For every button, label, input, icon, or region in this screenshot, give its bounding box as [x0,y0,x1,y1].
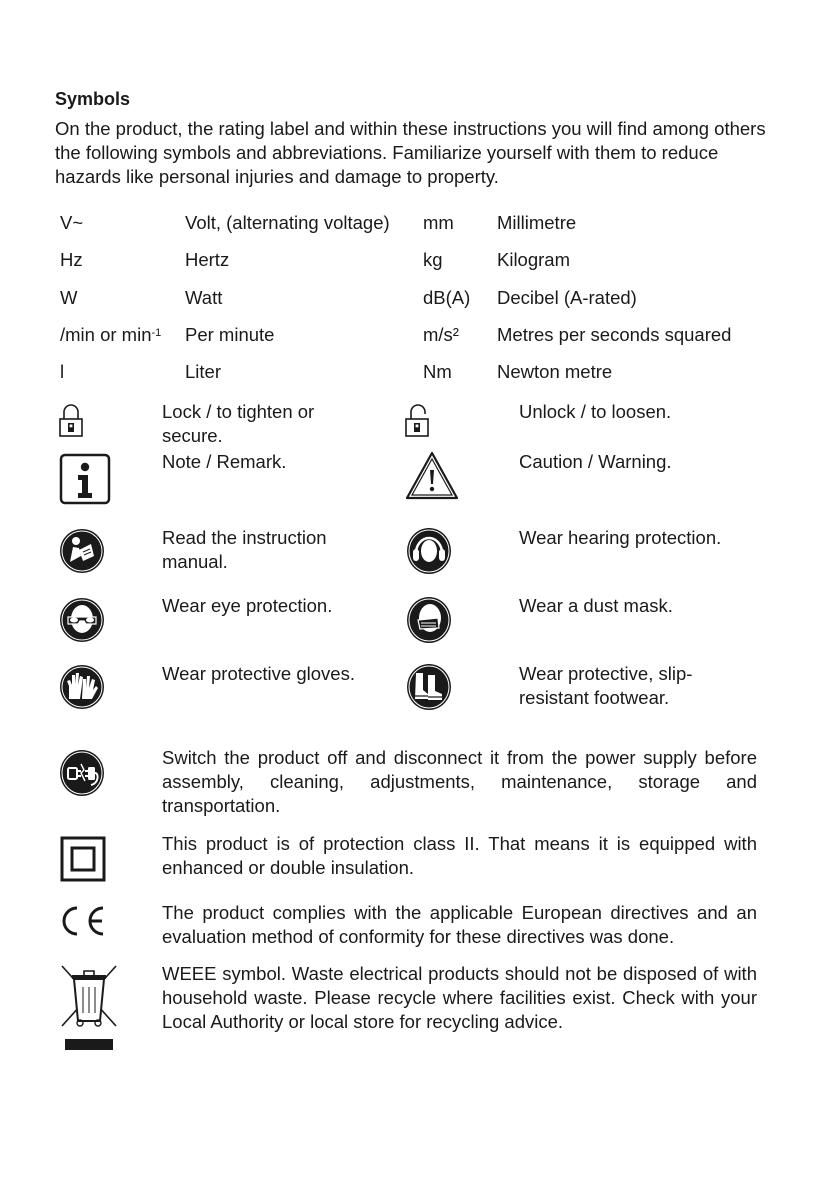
protection-class-2-icon [60,836,106,882]
meaning-cell: Metres per seconds squared [497,324,732,345]
meaning-cell: Liter [185,361,221,382]
meaning-cell: Millimetre [497,212,577,233]
gloves-icon [59,664,105,710]
ce-mark-icon [57,904,107,938]
meaning-cell: Per minute [185,324,275,345]
abbr-cell [60,324,161,346]
caution-description: Caution / Warning. [519,451,672,472]
abbr-cell: l [60,361,65,382]
read-manual-description: Read the instruction manual. [162,527,327,572]
hearing-description: Wear hearing protection. [519,527,722,548]
abbr-cell: Hz [60,249,83,270]
abbr-cell: mm [423,212,454,233]
warning-triangle-icon [405,451,459,501]
dust-mask-description: Wear a dust mask. [519,595,673,616]
meaning-cell: Decibel (A-rated) [497,287,637,308]
abbr-text: /min or min [60,324,152,345]
lock-icon [58,402,84,438]
read-manual-icon [59,528,105,574]
abbr-superscript: -1 [151,327,162,339]
eye-protection-description: Wear eye protection. [162,595,333,616]
weee-description: WEEE symbol. Waste electrical products should not be disposed of with household waste. Please recycle where facilities exist. Check with your Local Authority or local store for recycling advice. [162,963,757,1032]
meaning-cell: Kilogram [497,249,570,270]
dust-mask-icon [406,596,452,644]
unlock-icon [405,402,435,438]
unlock-description: Unlock / to loosen. [519,401,672,422]
boots-icon [406,663,452,711]
meaning-cell: Hertz [185,249,230,270]
weee-bin-icon [58,963,120,1053]
abbr-cell: Nm [423,361,452,382]
footwear-description: Wear protective, slip-resistant footwear. [519,663,693,708]
meaning-cell: Newton metre [497,361,613,382]
gloves-description: Wear protective gloves. [162,663,355,684]
eye-protection-icon [59,597,105,643]
abbr-cell: dB(A) [423,287,471,308]
lock-description: Lock / to tighten or secure. [162,401,315,446]
abbr-cell: kg [423,249,443,270]
page-title: Symbols [55,89,131,109]
ce-description: The product complies with the applicable European directives and an evaluation method of conformity for these directives was done. [162,902,757,947]
abbr-cell: m/s² [423,324,459,345]
meaning-cell: Volt, (alternating voltage) [185,212,390,233]
hearing-protection-icon [406,527,452,575]
unplug-icon [59,749,105,797]
abbr-cell: W [60,287,78,308]
intro-paragraph: On the product, the rating label and within these instructions you will find among others the following symbols and abbreviations. Familiarize yourself with them to reduce hazards like personal injuries and damage to property. [55,118,766,187]
meaning-cell: Watt [185,287,223,308]
abbr-cell: V~ [60,212,84,233]
note-description: Note / Remark. [162,451,287,472]
class2-description: This product is of protection class II. That means it is equipped with enhanced or double insulation. [162,833,757,878]
unplug-description: Switch the product off and disconnect it from the power supply before assembly, cleaning, adjustments, maintenance, storage and transportation. [162,747,757,816]
info-icon [59,453,111,505]
